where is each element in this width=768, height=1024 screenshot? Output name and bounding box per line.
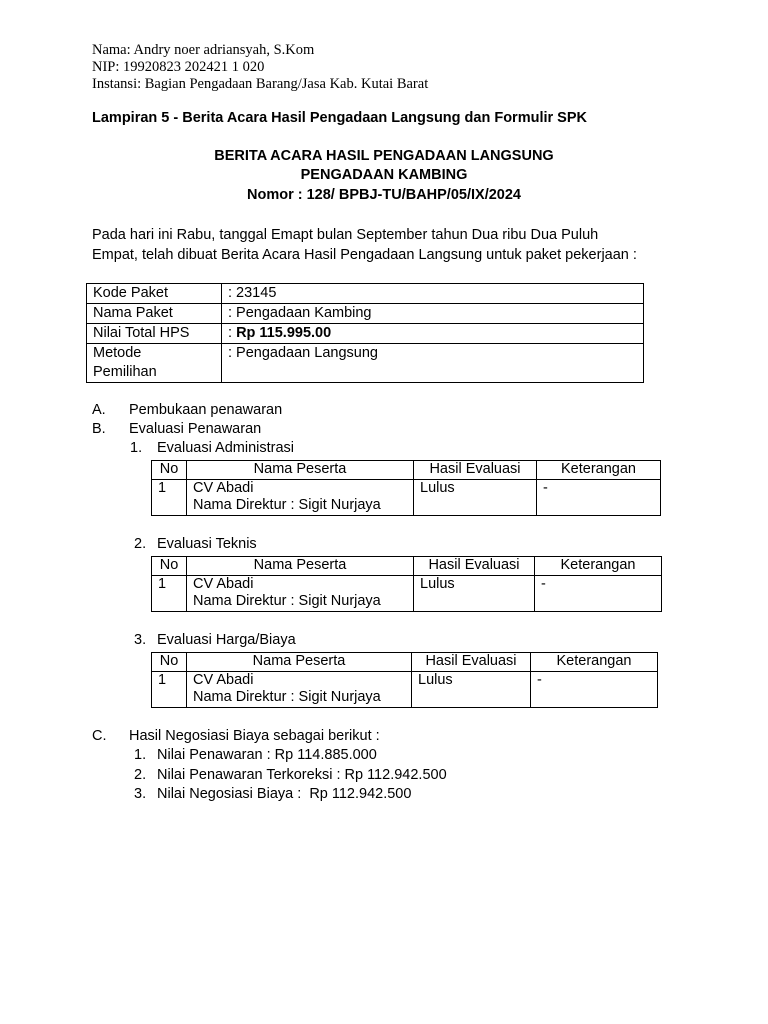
peserta-direktur: Nama Direktur : Sigit Nurjaya [193, 689, 381, 705]
col-no: No [152, 653, 187, 672]
peserta-name: CV Abadi [193, 672, 254, 688]
intro-line1: Pada hari ini Rabu, tanggal Emapt bulan September tahun Dua ribu Dua Puluh [92, 227, 599, 243]
section-b-letter: B. [92, 421, 106, 437]
col-nama-peserta: Nama Peserta [187, 653, 412, 672]
row-peserta [187, 576, 414, 612]
peserta-direktur: Nama Direktur : Sigit Nurjaya [193, 593, 381, 609]
peserta-name: CV Abadi [193, 576, 254, 592]
row-peserta [187, 672, 412, 708]
col-nama-peserta: Nama Peserta [187, 557, 414, 576]
intro-line2: Empat, telah dibuat Berita Acara Hasil Pengadaan Langsung untuk paket pekerjaan : [92, 247, 637, 263]
doc-title-line2: PENGADAAN KAMBING [300, 167, 468, 183]
section-b-text: Evaluasi Penawaran [129, 421, 262, 437]
col-hasil-evaluasi: Hasil Evaluasi [412, 653, 531, 672]
row-hasil: Lulus [414, 480, 537, 516]
row-no: 1 [152, 576, 187, 612]
col-hasil-evaluasi: Hasil Evaluasi [414, 461, 537, 480]
row-keterangan: - [531, 672, 658, 708]
doc-title-line1: BERITA ACARA HASIL PENGADAAN LANGSUNG [214, 148, 554, 164]
table-row [152, 576, 662, 612]
lampiran-title: Lampiran 5 - Berita Acara Hasil Pengadaan Langsung dan Formulir SPK [92, 110, 587, 126]
nama-paket-value: : Pengadaan Kambing [222, 304, 644, 324]
col-no: No [152, 461, 187, 480]
nego-3-text: Nilai Negosiasi Biaya : Rp 112.942.500 [157, 786, 412, 802]
eval-3-table [151, 652, 658, 708]
eval-1-table [151, 460, 661, 516]
header-nip: NIP: 19920823 202421 1 020 [92, 59, 265, 75]
nilai-hps-label: Nilai Total HPS [87, 324, 222, 344]
nego-2-number: 2. [134, 767, 147, 783]
nego-1-number: 1. [134, 747, 147, 763]
metode-label [87, 344, 222, 383]
table-row [152, 480, 661, 516]
section-c-letter: C. [92, 728, 107, 744]
kode-paket-label: Kode Paket [87, 284, 222, 304]
row-peserta [187, 480, 414, 516]
doc-title-number: Nomor : 128/ BPBJ-TU/BAHP/05/IX/2024 [247, 187, 521, 203]
row-no: 1 [152, 480, 187, 516]
nego-1-text: Nilai Penawaran : Rp 114.885.000 [157, 747, 377, 763]
header-nama: Nama: Andry noer adriansyah, S.Kom [92, 42, 315, 58]
row-hasil: Lulus [412, 672, 531, 708]
eval-2-number: 2. [134, 536, 147, 552]
peserta-direktur: Nama Direktur : Sigit Nurjaya [193, 497, 381, 513]
peserta-name: CV Abadi [193, 480, 254, 496]
section-a-letter: A. [92, 402, 106, 418]
metode-value: : Pengadaan Langsung [222, 344, 644, 383]
section-a-text: Pembukaan penawaran [129, 402, 283, 418]
paket-table [86, 283, 644, 383]
col-keterangan: Keterangan [537, 461, 661, 480]
col-keterangan: Keterangan [535, 557, 662, 576]
kode-paket-value: : 23145 [222, 284, 644, 304]
metode-label-line2: Pemilihan [93, 364, 157, 380]
col-keterangan: Keterangan [531, 653, 658, 672]
eval-3-number: 3. [134, 632, 147, 648]
eval-3-title: Evaluasi Harga/Biaya [157, 632, 296, 648]
col-nama-peserta: Nama Peserta [187, 461, 414, 480]
eval-2-title: Evaluasi Teknis [157, 536, 257, 552]
intro-paragraph [92, 225, 674, 265]
row-hasil: Lulus [414, 576, 535, 612]
section-c-text: Hasil Negosiasi Biaya sebagai berikut : [129, 728, 380, 744]
row-keterangan: - [537, 480, 661, 516]
col-no: No [152, 557, 187, 576]
eval-1-number: 1. [130, 440, 143, 456]
row-no: 1 [152, 672, 187, 708]
nilai-hps-value: Rp 115.995.00 [236, 325, 332, 341]
nama-paket-label: Nama Paket [87, 304, 222, 324]
eval-2-table [151, 556, 662, 612]
eval-1-title: Evaluasi Administrasi [157, 440, 294, 456]
nego-2-text: Nilai Penawaran Terkoreksi : Rp 112.942.500 [157, 767, 447, 783]
nilai-hps-prefix: : [228, 325, 237, 341]
nilai-hps-cell [222, 324, 644, 344]
col-hasil-evaluasi: Hasil Evaluasi [414, 557, 535, 576]
header-instansi: Instansi: Bagian Pengadaan Barang/Jasa Kab. Kutai Barat [92, 76, 429, 92]
metode-label-line1: Metode [93, 345, 142, 361]
nego-3-number: 3. [134, 786, 147, 802]
row-keterangan: - [535, 576, 662, 612]
table-row [152, 672, 658, 708]
